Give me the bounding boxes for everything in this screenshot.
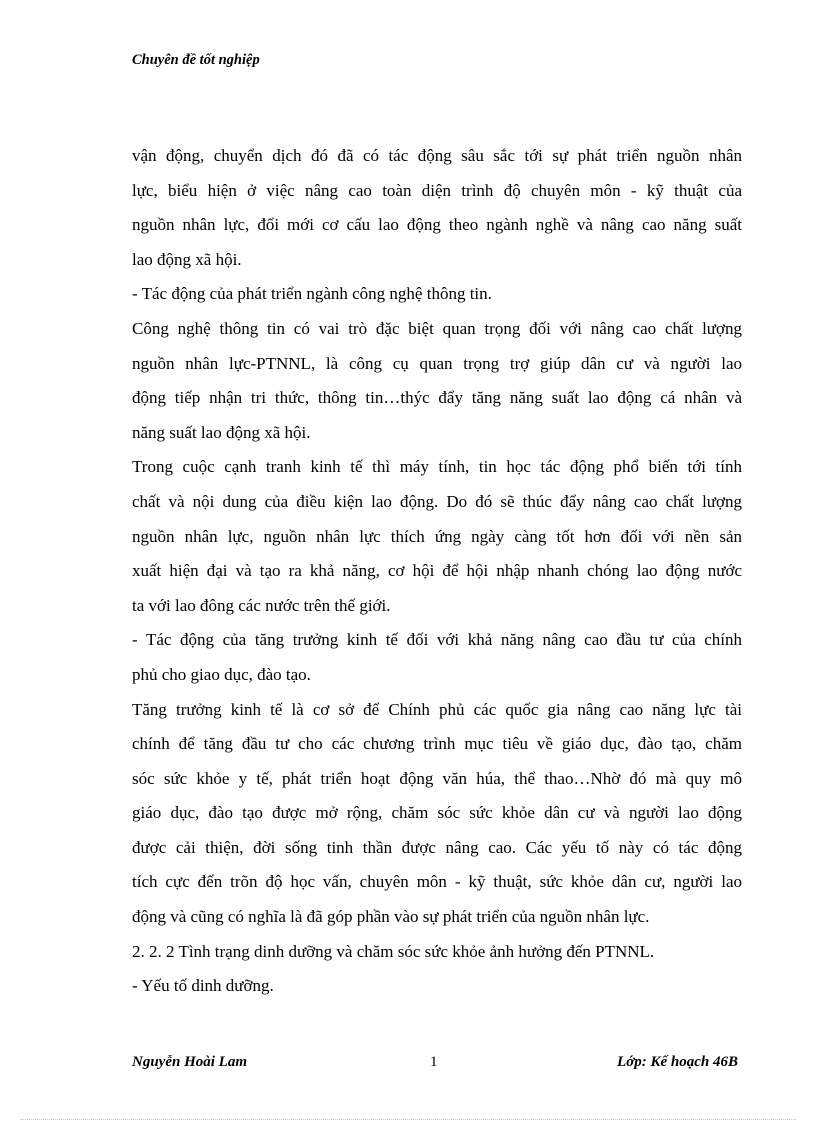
text-line: 2. 2. 2 Tình trạng dinh dưỡng và chăm sóc sức khỏe ảnh hưởng đến PTNNL. [132, 941, 655, 961]
text-line: nguồn nhân lực, nguồn nhân lực thích ứng ngày càng tốt hơn đối với nền sản [132, 526, 742, 546]
text-line: phủ cho giao dục, đào tạo. [132, 664, 311, 684]
document-body [132, 139, 742, 1004]
text-line: Trong cuộc cạnh tranh kinh tế thì máy tính, tin học tác động phổ biến tới tính [132, 457, 742, 477]
text-line: vận động, chuyển dịch đó đã có tác động sâu sắc tới sự phát triển nguồn nhân [132, 146, 742, 165]
text-line: chính để tăng đầu tư cho các chương trình mục tiêu về giáo dục, đào tạo, chăm [132, 734, 742, 754]
text-line: giáo dục, đào tạo được mở rộng, chăm sóc sức khỏe dân cư và người lao động [132, 803, 742, 823]
text-line: được cải thiện, đời sống tinh thần được nâng cao. Các yếu tố này có tác động [132, 837, 742, 857]
text-line: sóc sức khỏe y tế, phát triển hoạt động văn húa, thể thao…Nhờ đó mà quy mô [132, 768, 742, 788]
text-line: xuất hiện đại và tạo ra khả năng, cơ hội để hội nhập nhanh chóng lao động nước [132, 561, 742, 581]
text-line: động tiếp nhận tri thức, thông tin…thýc đẩy tăng năng suất lao động cá nhân và [132, 388, 742, 408]
text-line: ta với lao đông các nước trên thế giới. [132, 595, 391, 615]
footer-class-label: Lớp: Kế hoạch 46B [617, 1054, 738, 1070]
text-line: tích cực đến trõn độ học vấn, chuyên môn - kỹ thuật, sức khỏe dân cư, người lao [132, 872, 742, 892]
footer-author: Nguyễn Hoài Lam [132, 1054, 247, 1070]
text-line: năng suất lao động xã hội. [132, 422, 311, 442]
page-number: 1 [430, 1054, 438, 1070]
text-line: - Yếu tố dinh dưỡng. [132, 976, 274, 996]
text-line: lực, biểu hiện ở việc nâng cao toàn diện trình độ chuyên môn - kỹ thuật của [132, 180, 742, 200]
text-line: lao động xã hội. [132, 249, 242, 269]
text-line: chất và nội dung của điều kiện lao động. Do đó sẽ thúc đẩy nâng cao chất lượng [132, 491, 742, 511]
page-header-title: Chuyên đề tốt nghiệp [132, 52, 260, 68]
text-line: động và cũng có nghĩa là đã góp phần vào sự phát triển của nguồn nhân lực. [132, 907, 650, 927]
text-line: - Tác động của phát triển ngành công nghệ thông tin. [132, 284, 492, 304]
text-line: Tăng trưởng kinh tế là cơ sở để Chính phủ các quốc gia nâng cao năng lực tài [132, 699, 742, 719]
text-line: Công nghệ thông tin có vai trò đặc biệt quan trọng đối với nâng cao chất lượng [132, 318, 742, 338]
text-line: nguồn nhân lực-PTNNL, là công cụ quan trọng trợ giúp dân cư và người lao [132, 353, 742, 373]
page-bottom-divider [20, 1119, 796, 1120]
text-line: - Tác động của tăng trưởng kinh tế đối với khả năng nâng cao đầu tư của chính [132, 630, 742, 650]
text-line: nguồn nhân lực, đổi mới cơ cấu lao động theo ngành nghề và nâng cao năng suất [132, 215, 742, 235]
